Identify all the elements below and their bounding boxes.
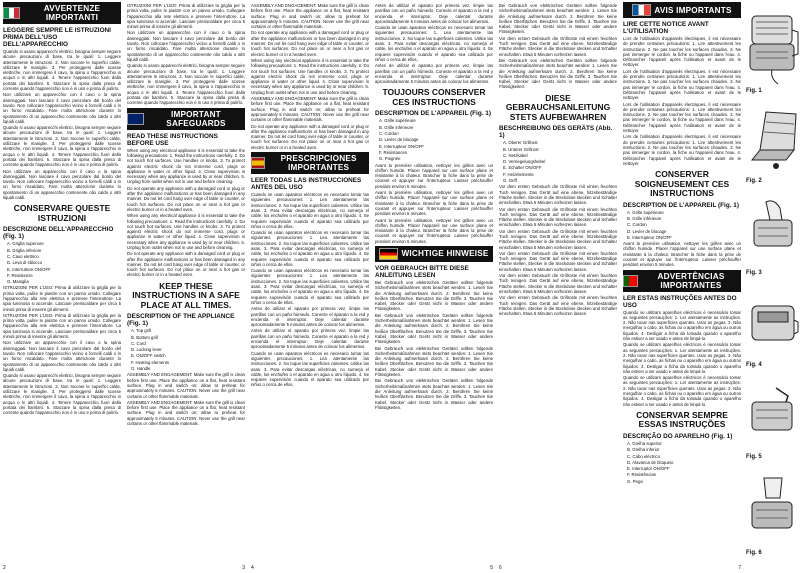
spain-flag-icon [251, 157, 265, 169]
italian-body-3: ISTRUZIONI PER L'USO: Prima di utilizzare la griglia per la prima volta, pulire le piastre con un panno umido. Collegare l'apparecchio alla rete elettrica e premere l'interruttore. La spia luminosa si accende. Lasciare preriscaldare per circa 5 minuti prima di inserire gli alimenti. [3, 285, 121, 312]
portuguese-part-e: E. Interruptor ON/OFF [627, 466, 670, 472]
french-avis-title: AVIS IMPORTANTS [654, 5, 732, 15]
german-cont-1: Bei Gebrauch von elektrischen Geräten sollten folgende Sicherheitsmaßnahmen stets beachtet werden: 1. Lesen Sie die Anleitung aufmerksam durch. 2. Berühren Sie keine heißen Oberflächen. Benutzen Sie die Griffe. 3. Tauchen Sie Kabel, Stecker oder Gerät nicht in Wasser oder andere Flüssigkeiten. [499, 3, 617, 35]
english-part-d: D. Locking lever [131, 347, 162, 353]
french-avis-part-c: C. Cordon [627, 222, 647, 228]
portuguese-part-g: G. Pega [627, 478, 643, 484]
page-number: 3 [242, 565, 245, 571]
french-body-1c: Avant la première utilisation, nettoyer les grilles avec un chiffon humide. Placer l'appareil sur une surface plane et résistante à la chaleur. Brancher la fiche dans la prise de courant et appuyer sur l'interrupteur. Laisser préchauffer pendant environ 5 minutes. [375, 217, 493, 244]
portuguese-part-d: D. Alavanca de bloqueio [627, 459, 674, 465]
spanish-body-2: Antes de utilizar el aparato por primera vez, limpie las parrillas con un paño húmedo. Conecte el aparato a la red y encienda el interruptor. Deje calentar durante aproximadamente 5 minutos antes de colocar los alimentos. [251, 306, 369, 328]
grill-closed-icon [746, 284, 800, 360]
english-part-e: E. ON/OFF switch [131, 353, 166, 359]
portuguese-title: ADVERTÊNCIAS IMPORTANTES [657, 271, 725, 290]
italian-part-e: E. Interruttore ON/OFF [7, 266, 51, 272]
figure-3-label: Fig. 3 [746, 270, 762, 276]
column-italian [0, 0, 124, 573]
french-keep-title: TOUJOURS CONSERVER CES INSTRUCTIONS [382, 87, 486, 107]
german-part-f: F. Heizelemente [503, 171, 534, 177]
german-part-e: E. Schalter ON/OFF [503, 165, 542, 171]
spanish-pre-5: Do not operate any appliance with a damaged cord or plug or after the appliance malfunctions or has been damaged in any manner. Do not let cord hang over edge of table or counter, or touch hot surfaces. Do not place on or near a hot gas or electric burner or in a heated oven. [251, 123, 369, 150]
column-french [372, 0, 496, 573]
german-body-1d: Bei Gebrauch von elektrischen Geräten sollten folgende Sicherheitsmaßnahmen stets beachtet werden: 1. Lesen Sie die Anleitung aufmerksam durch. 2. Berühren Sie keine heißen Oberflächen. Benutzen Sie die Griffe. 3. Tauchen Sie Kabel, Stecker oder Gerät nicht in Wasser oder andere Flüssigkeiten. [375, 378, 493, 410]
page-number: 7 [738, 565, 741, 571]
grill-cleaning-icon [746, 468, 800, 548]
english-intro: READ THESE INSTRUCTIONS BEFORE USE [127, 132, 218, 147]
english-header [127, 108, 245, 130]
english-body-1b: When using any electrical appliance it is essential to take the following precautions: 1. Read the instructions carefully. 2. Do not touch hot surfaces. Use handles or knobs. 3. To protect against electric shock do not immerse cord, plugs or appliance in water or other liquid. 4. Close supervision is necessary when any appliance is used by or near children. 5. Unplug from outlet when not in use and before cleaning. [127, 213, 245, 250]
italian-header [3, 2, 121, 24]
page-number: 5 [490, 565, 493, 571]
french-part-c: C. Cordon [379, 131, 399, 137]
figure-1 [746, 8, 800, 98]
german-body-1d: Vor dem ersten Gebrauch die Grillroste mit einem feuchten Tuch reinigen. Das Gerät auf eine ebene, hitzebeständige Fläche stellen. Stecker in die Steckdose stecken und Schalter einschalten. Etwa 5 Minuten vorheizen lassen. [499, 250, 617, 272]
french-avis-body-1: Lors de l'utilisation d'appareils électriques, il est nécessaire de prendre certaines précautions: 1. Lire attentivement les instructions. 2. Ne pas toucher les surfaces chaudes. 3. Ne pas immerger le cordon, la fiche ou l'appareil dans l'eau. 4. Débrancher l'appareil après l'utilisation et avant de le nettoyer. [623, 36, 741, 68]
english-parts-title: DESCRIPTION OF THE APPLIANCE (Fig. 1) [127, 313, 235, 328]
german-part-a: A. Oberer Grillrost [503, 140, 538, 146]
german-cont-3: Bei Gebrauch von elektrischen Geräten sollten folgende Sicherheitsmaßnahmen stets beachtet werden: 1. Lesen Sie die Anleitung aufmerksam durch. 2. Berühren Sie keine heißen Oberflächen. Benutzen Sie die Griffe. 3. Tauchen Sie Kabel, Stecker oder Gerät nicht in Wasser oder andere Flüssigkeiten. [499, 57, 617, 90]
german-header [375, 246, 493, 262]
france-flag-icon [632, 4, 651, 16]
german-body-1: Bei Gebrauch von elektrischen Geräten sollten folgende Sicherheitsmaßnahmen stets beachtet werden: 1. Lesen Sie die Anleitung aufmerksam durch. 2. Berühren Sie keine heißen Oberflächen. Benutzen Sie die Griffe. 3. Tauchen Sie Kabel, Stecker oder Gerät nicht in Wasser oder andere Flüssigkeiten. [375, 279, 493, 312]
french-avis-part-b: B. Grille inférieure [627, 215, 662, 221]
spanish-pre-4: ASSEMBLY AND ENGAGEMENT: Make sure the grill is clean before first use. Place the appliance on a flat, heat resistant surface. Plug in and switch on; allow to preheat for approximately 5 minutes. CAUTION: Never use the grill near curtains or other flammable materials. [251, 96, 369, 123]
column-english [124, 0, 248, 573]
portuguese-intro: LER ESTAS INSTRUÇÕES ANTES DO USO [623, 294, 737, 309]
portuguese-part-a: A. Grelha superior [627, 440, 662, 446]
portugal-flag-icon [623, 275, 638, 287]
figure-5 [746, 376, 800, 466]
french-body-1: Avant la première utilisation, nettoyer les grilles avec un chiffon humide. Placer l'appareil sur une surface plane et résistante à la chaleur. Brancher la fiche dans la prise de courant et appuyer sur l'interrupteur. Laisser préchauffer pendant environ 5 minutes. [375, 162, 493, 189]
italian-save-title: CONSERVARE QUESTE ISTRUZIONI [13, 203, 111, 223]
english-body-3b: ASSEMBLY AND ENGAGEMENT: Make sure the grill is clean before first use. Place the appliance on a flat, heat resistant surface. Plug in and switch on; allow to preheat for approximately 5 minutes. CAUTION: Never use the grill near curtains or other flammable materials. [127, 399, 245, 427]
figure-4-label: Fig. 4 [746, 362, 762, 368]
french-part-f: F. Résistances [379, 149, 407, 155]
french-avis-intro: LIRE CETTE NOTICE AVANT L'UTILISATION [623, 21, 709, 35]
french-pre-1: Antes de utilizar el aparato por primera vez, limpie las parrillas con un paño húmedo. Conecte el aparato a la red y encienda el interruptor. Deje calentar durante aproximadamente 5 minutos antes de colocar los alimentos. [375, 3, 493, 24]
grill-hand-icon [746, 192, 800, 268]
french-part-g: G. Poignée [379, 156, 401, 162]
french-avis-save: CONSERVER SOIGNEUSEMENT CES INSTRUCTIONS [634, 169, 730, 199]
italian-body-2c: Non utilizzare un apparecchio con il cavo o la spina danneggiati. Non lasciare il cavo penzolare dal bordo del tavolo. Non collocare l'apparecchio vicino a fornelli caldi o in un forno riscaldato. Fare molta attenzione durante lo spostamento di un apparecchio contenente olio caldo o altri liquidi caldi. [3, 340, 121, 372]
english-save-title: KEEP THESE INSTRUCTIONS IN A SAFE PLACE AT ALL TIMES. [132, 280, 240, 310]
portuguese-body-1b: Quando se utilizam aparelhos eléctricos é necessário tomar as seguintes precauções: 1. Ler atentamente as instruções. 2. Não tocar nas superfícies quentes. Usar as pegas. 3. Não mergulhar o cabo, as fichas ou o aparelho em água ou outros líquidos. 4. Desligar a ficha da tomada quando o aparelho não estiver a ser usado e antes de limpá-lo. [623, 342, 741, 374]
german-part-d: D. Verriegelungshebel [503, 159, 546, 165]
french-parts-title: DESCRIPTION DE L'APPAREIL (Fig. 1) [375, 110, 491, 118]
german-parts-title: BESCHREIBUNG DES GERÄTS (Abb. 1) [499, 125, 613, 140]
figure-1-label: Fig. 1 [746, 88, 762, 94]
figure-5-label: Fig. 5 [746, 454, 762, 460]
italian-part-c: C. Cavo elettrico [7, 253, 39, 259]
grill-open-icon [746, 100, 800, 176]
spanish-header [251, 152, 369, 174]
english-body-2: Do not operate any appliance with a damaged cord or plug or after the appliance malfunctions or has been damaged in any manner. Do not let cord hang over edge of table or counter, or touch hot surfaces. Do not place on or near a hot gas or electric burner or in a heated oven. [127, 185, 245, 212]
french-part-e: E. Interrupteur ON/OFF [379, 143, 424, 149]
german-body-1c: Bei Gebrauch von elektrischen Geräten sollten folgende Sicherheitsmaßnahmen stets beachtet werden: 1. Lesen Sie die Anleitung aufmerksam durch. 2. Berühren Sie keine heißen Oberflächen. Benutzen Sie die Griffe. 3. Tauchen Sie Kabel, Stecker oder Gerät nicht in Wasser oder andere Flüssigkeiten. [375, 345, 493, 378]
german-title: WICHTIGE HINWEISE [401, 249, 489, 259]
italian-title: AVVERTENZE IMPORTANTI [43, 4, 101, 22]
italian-body-3b: ISTRUZIONI PER L'USO: Prima di utilizzare la griglia per la prima volta, pulire le piastre con un panno umido. Collegare l'apparecchio alla rete elettrica e premere l'interruttore. La spia luminosa si accende. Lasciare preriscaldare per circa 5 minuti prima di inserire gli alimenti. [3, 312, 121, 340]
page-number: 4 [251, 565, 254, 571]
spanish-intro: LEER TODAS LAS INSTRUCCIONES ANTES DEL USO [251, 177, 362, 192]
italian-part-b: B. Griglia inferiore [7, 247, 42, 253]
italian-part-a: A. Griglia superiore [7, 241, 44, 247]
german-body-1b: Vor dem ersten Gebrauch die Grillroste mit einem feuchten Tuch reinigen. Das Gerät auf eine ebene, hitzebeständige Fläche stellen. Stecker in die Steckdose stecken und Schalter einschalten. Etwa 5 Minuten vorheizen lassen. [499, 206, 617, 228]
german-keep-title: DIESE GEBRAUCHSANLEITUNG STETS AUFBEWAHREN [505, 92, 611, 122]
french-pre-2: Cuando se usan aparatos eléctricos es necesario tomar las siguientes precauciones: 1. Lea atentamente las instrucciones. 2. No toque las superficies calientes. Utilice las asas. 3. Para evitar descargas eléctricas, no sumerja el cable, los enchufes o el aparato en agua u otro líquido. 4. Se requiere supervisión cuando el aparato sea utilizado por niños o cerca de ellos. [375, 25, 493, 62]
grill-diagram-icon [746, 8, 800, 86]
spanish-body-1c: Cuando se usan aparatos eléctricos es necesario tomar las siguientes precauciones: 1. Lea atentamente las instrucciones. 2. No toque las superficies calientes. Utilice las asas. 3. Para evitar descargas eléctricas, no sumerja el cable, los enchufes o el aparato en agua u otro líquido. 4. Se requiere supervisión cuando el aparato sea utilizado por niños o cerca de ellos. [251, 268, 369, 305]
french-pre-3: Antes de utilizar el aparato por primera vez, limpie las parrillas con un paño húmedo. Conecte el aparato a la red y encienda el interruptor. Deje calentar durante aproximadamente 5 minutos antes de colocar los alimentos. [375, 63, 493, 85]
portuguese-part-b: B. Grelha inferior [627, 447, 660, 453]
page-number: 2 [3, 565, 6, 571]
german-part-c: C. Netzkabel [503, 152, 528, 158]
portuguese-part-f: F. Resistências [627, 472, 656, 478]
english-title: IMPORTANT SAFEGUARDS [166, 109, 226, 128]
german-cont-2: Vor dem ersten Gebrauch die Grillroste mit einem feuchten Tuch reinigen. Das Gerät auf eine ebene, hitzebeständige Fläche stellen. Stecker in die Steckdose stecken und Schalter einschalten. Etwa 5 Minuten vorheizen lassen. [499, 35, 617, 57]
french-avis-body-5: Avant la première utilisation, nettoyer les grilles avec un chiffon humide. Placer l'appareil sur une surface plane et résistante à la chaleur. Brancher la fiche dans la prise de courant et appuyer sur l'interrupteur. Laisser préchauffer pendant environ 5 minutes. [623, 241, 741, 268]
english-part-f: F. Heating elements [131, 359, 169, 365]
french-body-1b: Avant la première utilisation, nettoyer les grilles avec un chiffon humide. Placer l'appareil sur une surface plane et résistante à la chaleur. Brancher la fiche dans la prise de courant et appuyer sur l'interrupteur. Laisser préchauffer pendant environ 5 minutes. [375, 190, 493, 217]
italian-body-2b: Non utilizzare un apparecchio con il cavo o la spina danneggiati. Non lasciare il cavo penzolare dal bordo del tavolo. Non collocare l'apparecchio vicino a fornelli caldi o in un forno riscaldato. Fare molta attenzione durante lo spostamento di un apparecchio contenente olio caldo o altri liquidi caldi. [3, 168, 121, 201]
portuguese-save: CONSERVAR SEMPRE ESSAS INSTRUÇÕES [636, 409, 728, 430]
portuguese-body-1: Quando se utilizam aparelhos eléctricos é necessário tomar as seguintes precauções: 1. Ler atentamente as instruções. 2. Não tocar nas superfícies quentes. Usar as pegas. 3. Não mergulhar o cabo, as fichas ou o aparelho em água ou outros líquidos. 4. Desligar a ficha da tomada quando o aparelho não estiver a ser usado e antes de limpá-lo. [623, 309, 741, 342]
italian-parts-title: DESCRIZIONE DELL'APPARECCHIO (Fig. 1) [3, 226, 114, 241]
italian-intro: LEGGERE SEMPRE LE ISTRUZIONI PRIMA DELL'USO DELL'APPARECCHIO [3, 27, 111, 48]
italian-body-1c: Quando si usano apparecchi elettrici, bisogna sempre seguire alcune precauzioni di base, tra le quali: 1. Leggere attentamente le istruzioni. 2. Non toccare le superfici calde, utilizzare le maniglie. 3. Per proteggersi dalle scosse elettriche, non immergere il cavo, la spina o l'apparecchio in acqua o in altri liquidi. 4. Tenere l'apparecchio fuori dalla portata dei bambini. 5. Staccare la spina dalla presa di corrente quando l'apparecchio non è in uso e prima di pulirlo. [3, 373, 121, 416]
page-number: 6 [499, 565, 502, 571]
french-avis-part-e: E. Interrupteur ON/OFF [627, 234, 672, 240]
english-part-a: A. Top grill [131, 328, 151, 334]
french-avis-parts-title: DESCRIPTION DE L'APPAREIL (Fig. 1) [623, 201, 739, 209]
spanish-pre-3: When using any electrical appliance it is essential to take the following precautions: 1. Read the instructions carefully. 2. Do not touch hot surfaces. Use handles or knobs. 3. To protect against electric shock do not immerse cord, plugs or appliance in water or other liquid. 4. Close supervision is necessary when any appliance is used by or near children. 5. Unplug from outlet when not in use and before cleaning. [251, 57, 369, 95]
french-avis-part-d: D. Levier de blocage [627, 228, 667, 234]
german-body-1c: Vor dem ersten Gebrauch die Grillroste mit einem feuchten Tuch reinigen. Das Gerät auf eine ebene, hitzebeständige Fläche stellen. Stecker in die Steckdose stecken und Schalter einschalten. Etwa 5 Minuten vorheizen lassen. [499, 228, 617, 250]
spanish-body-1b: Cuando se usan aparatos eléctricos es necesario tomar las siguientes precauciones: 1. Lea atentamente las instrucciones. 2. No toque las superficies calientes. Utilice las asas. 3. Para evitar descargas eléctricas, no sumerja el cable, los enchufes o el aparato en agua u otro líquido. 4. Se requiere supervisión cuando el aparato sea utilizado por niños o cerca de ellos. [251, 230, 369, 267]
column-german [496, 0, 620, 573]
portuguese-part-c: C. Cabo eléctrico [627, 453, 660, 459]
spanish-body-1d: Cuando se usan aparatos eléctricos es necesario tomar las siguientes precauciones: 1. Lea atentamente las instrucciones. 2. No toque las superficies calientes. Utilice las asas. 3. Para evitar descargas eléctricas, no sumerja el cable, los enchufes o el aparato en agua u otro líquido. 4. Se requiere supervisión cuando el aparato sea utilizado por niños o cerca de ellos. [251, 350, 369, 388]
figure-3 [746, 192, 800, 282]
spanish-body-1: Cuando se usan aparatos eléctricos es necesario tomar las siguientes precauciones: 1. Lea atentamente las instrucciones. 2. No toque las superficies calientes. Utilice las asas. 3. Para evitar descargas eléctricas, no sumerja el cable, los enchufes o el aparato en agua u otro líquido. 4. Se requiere supervisión cuando el aparato sea utilizado por niños o cerca de ellos. [251, 192, 369, 229]
english-body-3: ASSEMBLY AND ENGAGEMENT: Make sure the grill is clean before first use. Place the appliance on a flat, heat resistant surface. Plug in and switch on; allow to preheat for approximately 5 minutes. CAUTION: Never use the grill near curtains or other flammable materials. [127, 372, 245, 399]
figure-2 [746, 100, 800, 190]
english-part-c: C. Cord [131, 340, 146, 346]
spanish-title: PRESCRIPCIONES IMPORTANTES [280, 154, 357, 173]
french-avis-body-2: Lors de l'utilisation d'appareils électriques, il est nécessaire de prendre certaines précautions: 1. Lire attentivement les instructions. 2. Ne pas toucher les surfaces chaudes. 3. Ne pas immerger le cordon, la fiche ou l'appareil dans l'eau. 4. Débrancher l'appareil après l'utilisation et avant de le nettoyer. [623, 68, 741, 101]
figure-6-label: Fig. 6 [746, 550, 762, 556]
spanish-body-2b: Antes de utilizar el aparato por primera vez, limpie las parrillas con un paño húmedo. Conecte el aparato a la red y encienda el interruptor. Deje calentar durante aproximadamente 5 minutos antes de colocar los alimentos. [251, 328, 369, 350]
english-body-1: When using any electrical appliance it is essential to take the following precautions: 1. Read the instructions carefully. 2. Do not touch hot surfaces. Use handles or knobs. 3. To protect against electric shock do not immerse cord, plugs or appliance in water or other liquid. 4. Close supervision is necessary when any appliance is used by or near children. 5. Unplug from outlet when not in use and before cleaning. [127, 147, 245, 185]
german-body-1f: Vor dem ersten Gebrauch die Grillroste mit einem feuchten Tuch reinigen. Das Gerät auf eine ebene, hitzebeständige Fläche stellen. Stecker in die Steckdose stecken und Schalter einschalten. Etwa 5 Minuten vorheizen lassen. [499, 295, 617, 317]
portuguese-body-1c: Quando se utilizam aparelhos eléctricos é necessário tomar as seguintes precauções: 1. Ler atentamente as instruções. 2. Não tocar nas superfícies quentes. Usar as pegas. 3. Não mergulhar o cabo, as fichas ou o aparelho em água ou outros líquidos. 4. Desligar a ficha da tomada quando o aparelho não estiver a ser usado e antes de limpá-lo. [623, 375, 741, 407]
figure-4 [746, 284, 800, 374]
grill-lever-icon [746, 376, 800, 452]
french-part-a: A. Grille supérieure [379, 118, 416, 124]
english-cont-3: Quando si usano apparecchi elettrici, bisogna sempre seguire alcune precauzioni di base, tra le quali: 1. Leggere attentamente le istruzioni. 2. Non toccare le superfici calde, utilizzare le maniglie. 3. Per proteggersi dalle scosse elettriche, non immergere il cavo, la spina o l'apparecchio in acqua o in altri liquidi. 4. Tenere l'apparecchio fuori dalla portata dei bambini. 5. Staccare la spina dalla presa di corrente quando l'apparecchio non è in uso e prima di pulirlo. [127, 63, 245, 106]
italian-part-f: F. Resistenze [7, 272, 33, 278]
column-spanish [248, 0, 372, 573]
english-cont-1: ISTRUZIONI PER L'USO: Prima di utilizzare la griglia per la prima volta, pulire le piastre con un panno umido. Collegare l'apparecchio alla rete elettrica e premere l'interruttore. La spia luminosa si accende. Lasciare preriscaldare per circa 5 minuti prima di inserire gli alimenti. [127, 3, 245, 30]
german-part-g: G. Griff [503, 178, 517, 184]
italian-body-1b: Quando si usano apparecchi elettrici, bisogna sempre seguire alcune precauzioni di base, tra le quali: 1. Leggere attentamente le istruzioni. 2. Non toccare le superfici calde, utilizzare le maniglie. 3. Per proteggersi dalle scosse elettriche, non immergere il cavo, la spina o l'apparecchio in acqua o in altri liquidi. 4. Tenere l'apparecchio fuori dalla portata dei bambini. 5. Staccare la spina dalla presa di corrente quando l'apparecchio non è in uso e prima di pulirlo. [3, 125, 121, 168]
french-avis-header [623, 2, 741, 18]
german-body-1b: Bei Gebrauch von elektrischen Geräten sollten folgende Sicherheitsmaßnahmen stets beachtet werden: 1. Lesen Sie die Anleitung aufmerksam durch. 2. Berühren Sie keine heißen Oberflächen. Benutzen Sie die Griffe. 3. Tauchen Sie Kabel, Stecker oder Gerät nicht in Wasser oder andere Flüssigkeiten. [375, 312, 493, 345]
english-part-g: G. Handle [131, 366, 151, 372]
figure-2-label: Fig. 2 [746, 178, 762, 184]
italian-body-1: Quando si usano apparecchi elettrici, bisogna sempre seguire alcune precauzioni di base, tra le quali: 1. Leggere attentamente le istruzioni. 2. Non toccare le superfici calde, utilizzare le maniglie. 3. Per proteggersi dalle scosse elettriche, non immergere il cavo, la spina o l'apparecchio in acqua o in altri liquidi. 4. Tenere l'apparecchio fuori dalla portata dei bambini. 5. Staccare la spina dalla presa di corrente quando l'apparecchio non è in uso e prima di pulirlo. [3, 49, 121, 92]
figure-6 [746, 468, 800, 568]
english-part-b: B. Bottom grill [131, 334, 158, 340]
portuguese-parts-title: DESCRIÇÃO DO APARELHO (Fig. 1) [623, 432, 733, 440]
germany-flag-icon [379, 248, 398, 260]
english-body-2b: Do not operate any appliance with a damaged cord or plug or after the appliance malfunctions or has been damaged in any manner. Do not let cord hang over edge of table or counter, or touch hot surfaces. Do not place on or near a hot gas or electric burner or in a heated oven. [127, 251, 245, 278]
spanish-pre-2: Do not operate any appliance with a damaged cord or plug or after the appliance malfunctions or has been damaged in any manner. Do not let cord hang over edge of table or counter, or touch hot surfaces. Do not place on or near a hot gas or electric burner or in a heated oven. [251, 30, 369, 57]
italian-part-d: D. Leva di sblocco [7, 260, 43, 266]
portuguese-header [623, 270, 741, 292]
german-intro: VOR GEBRAUCH BITTE DIESE ANLEITUNG LESEN [375, 264, 469, 279]
english-cont-2: Non utilizzare un apparecchio con il cavo o la spina danneggiati. Non lasciare il cavo penzolare dal bordo del tavolo. Non collocare l'apparecchio vicino a fornelli caldi o in un forno riscaldato. Fare molta attenzione durante lo spostamento di un apparecchio contenente olio caldo o altri liquidi caldi. [127, 30, 245, 62]
italian-body-2: Non utilizzare un apparecchio con il cavo o la spina danneggiati. Non lasciare il cavo penzolare dal bordo del tavolo. Non collocare l'apparecchio vicino a fornelli caldi o in un forno riscaldato. Fare molta attenzione durante lo spostamento di un apparecchio contenente olio caldo o altri liquidi caldi. [3, 92, 121, 124]
italy-flag-icon [3, 7, 20, 19]
italian-part-g: G. Maniglia [7, 279, 29, 285]
german-body-1e: Vor dem ersten Gebrauch die Grillroste mit einem feuchten Tuch reinigen. Das Gerät auf eine ebene, hitzebeständige Fläche stellen. Stecker in die Steckdose stecken und Schalter einschalten. Etwa 5 Minuten vorheizen lassen. [499, 273, 617, 294]
french-avis-body-3: Lors de l'utilisation d'appareils électriques, il est nécessaire de prendre certaines précautions: 1. Lire attentivement les instructions. 2. Ne pas toucher les surfaces chaudes. 3. Ne pas immerger le cordon, la fiche ou l'appareil dans l'eau. 4. Débrancher l'appareil après l'utilisation et avant de le nettoyer. [623, 101, 741, 134]
french-part-d: D. Levier de blocage [379, 137, 419, 143]
uk-flag-icon [127, 113, 144, 125]
french-avis-body-4: Lors de l'utilisation d'appareils électriques, il est nécessaire de prendre certaines précautions: 1. Lire attentivement les instructions. 2. Ne pas toucher les surfaces chaudes. 3. Ne pas immerger le cordon, la fiche ou l'appareil dans l'eau. 4. Débrancher l'appareil après l'utilisation et avant de le nettoyer. [623, 134, 741, 166]
column-french-avis [620, 0, 744, 573]
french-avis-part-a: A. Grille supérieure [627, 209, 664, 215]
figures-column [744, 0, 802, 573]
french-part-b: B. Grille inférieure [379, 124, 414, 130]
german-part-b: B. Unterer Grillrost [503, 146, 539, 152]
spanish-pre-1: ASSEMBLY AND ENGAGEMENT: Make sure the grill is clean before first use. Place the appliance on a flat, heat resistant surface. Plug in and switch on; allow to preheat for approximately 5 minutes. CAUTION: Never use the grill near curtains or other flammable materials. [251, 3, 369, 30]
german-body-1: Vor dem ersten Gebrauch die Grillroste mit einem feuchten Tuch reinigen. Das Gerät auf eine ebene, hitzebeständige Fläche stellen. Stecker in die Steckdose stecken und Schalter einschalten. Etwa 5 Minuten vorheizen lassen. [499, 184, 617, 206]
